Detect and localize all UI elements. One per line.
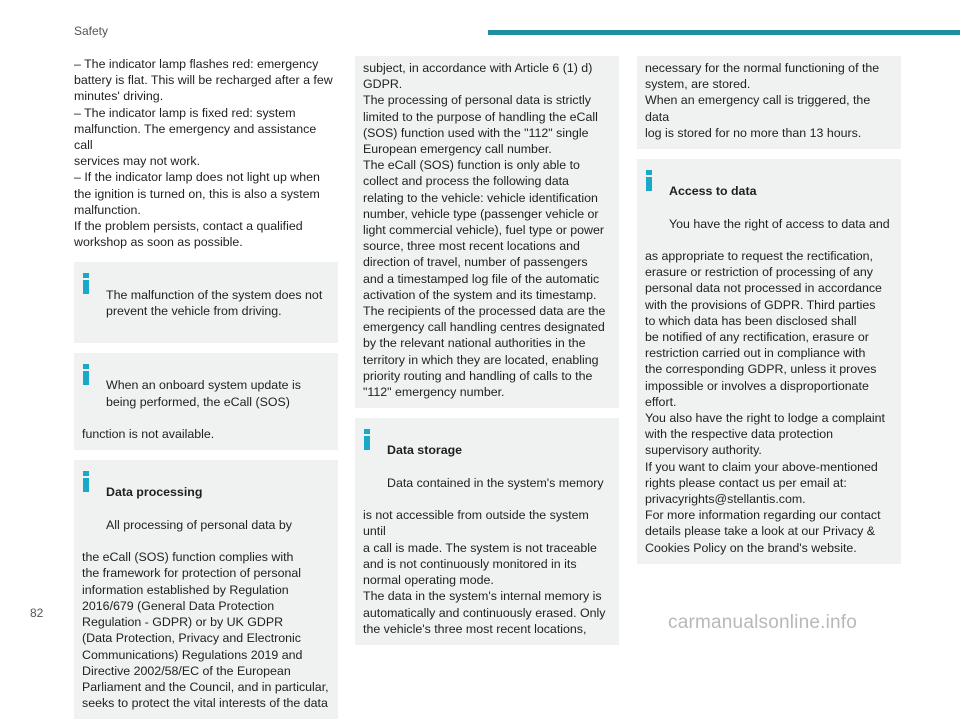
info-box-access-to-data xyxy=(637,159,901,564)
column-1 xyxy=(74,56,338,719)
info-box-text-indented: When an onboard system update is being performed, the eCall (SOS) xyxy=(106,378,301,409)
info-box-data-processing xyxy=(74,460,338,719)
info-box-text-rest: is not accessible from outside the system until a call is made. The system is not traceable and is not continuously monitored in its normal operating mode. The data in the system's internal memory is automatically and continuously erased. Only the vehicle's three most recent locations, xyxy=(363,508,606,636)
section-title: Safety xyxy=(74,24,109,38)
info-box-text-indented: You have the right of access to data and xyxy=(669,216,890,231)
page-number: 82 xyxy=(30,606,44,620)
info-icon xyxy=(83,273,89,294)
info-icon xyxy=(364,429,370,450)
info-box-continued xyxy=(355,56,619,408)
info-box-update xyxy=(74,353,338,450)
intro-text: – The indicator lamp flashes red: emergency battery is flat. This will be recharged after a few minutes' driving. – The indicator lamp is fixed red: system malfunction. The emergency and assistance call services may not work. – If the indicator lamp does not light up when the ignition is turned on, this is also a system malfunction. If the problem persists, contact a qualified workshop as soon as possible. xyxy=(74,57,333,250)
watermark: carmanualsonline.info xyxy=(668,612,858,633)
info-icon xyxy=(646,170,652,191)
info-box-text-indented: All processing of personal data by xyxy=(106,517,292,532)
info-box-text-rest: the eCall (SOS) function complies with the framework for protection of personal information established by Regulation 2016/679 (General Data Protection Regulation - GDPR) or by UK GDPR (Data Protection, Privacy and Electronic Communications) Regulations 2019 and Directive 2002/58/EC of the European Parliament and the Council, and in particular, seeks to protect the vital interests of the data xyxy=(82,550,329,711)
box-heading: Data storage xyxy=(387,443,463,458)
box-heading: Access to data xyxy=(669,184,757,199)
column-3 xyxy=(637,56,901,564)
header-accent-bar xyxy=(488,30,960,35)
info-box-text-rest: function is not available. xyxy=(82,427,215,442)
info-icon xyxy=(83,471,89,492)
info-icon xyxy=(83,364,89,385)
info-box-malfunction xyxy=(74,262,338,343)
info-box-text-rest: as appropriate to request the rectification, erasure or restriction of processing of any personal data not processed in accordance with the provisions of GDPR. Third parties to which data has been disclosed shall be notified of any rectification, erasure or restriction carried out in compliance with the corresponding GDPR, unless it proves impossible or involves a disproportionate effort. You also have the right to lodge a complaint with the respective data protection supervisory authority. If you want to claim your above-mentioned rights please contact us per email at: privacyrights@stellantis.com. For more information regarding our contact details please take a look at our Privacy & Cookies Policy on the brand's website. xyxy=(645,249,885,555)
info-box-continued xyxy=(637,56,901,149)
info-box-text: subject, in accordance with Article 6 (1) d) GDPR. The processing of personal data is strictly limited to the purpose of handling the eCall (SOS) function used with the "112" single European emergency call number. The eCall (SOS) function is only able to collect and process the following data relating to the vehicle: vehicle identification number, vehicle type (passenger vehicle or light commercial vehicle), fuel type or power source, three most recent locations and direction of travel, number of passengers and a timestamped log file of the automatic activation of the system and its timestamp. The recipients of the processed data are the emergency call handling centres designated by the relevant national authorities in the territory in which they are located, enabling priority routing and handling of calls to the "112" emergency number. xyxy=(363,61,606,400)
column-2 xyxy=(355,56,619,645)
info-box-text: The malfunction of the system does not prevent the vehicle from driving. xyxy=(106,287,323,318)
info-box-data-storage xyxy=(355,418,619,645)
info-box-text: necessary for the normal functioning of the system, are stored. When an emergency call is triggered, the data log is stored for no more than 13 hours. xyxy=(645,61,880,140)
box-heading: Data processing xyxy=(106,485,203,500)
info-box-text-indented: Data contained in the system's memory xyxy=(387,475,604,490)
